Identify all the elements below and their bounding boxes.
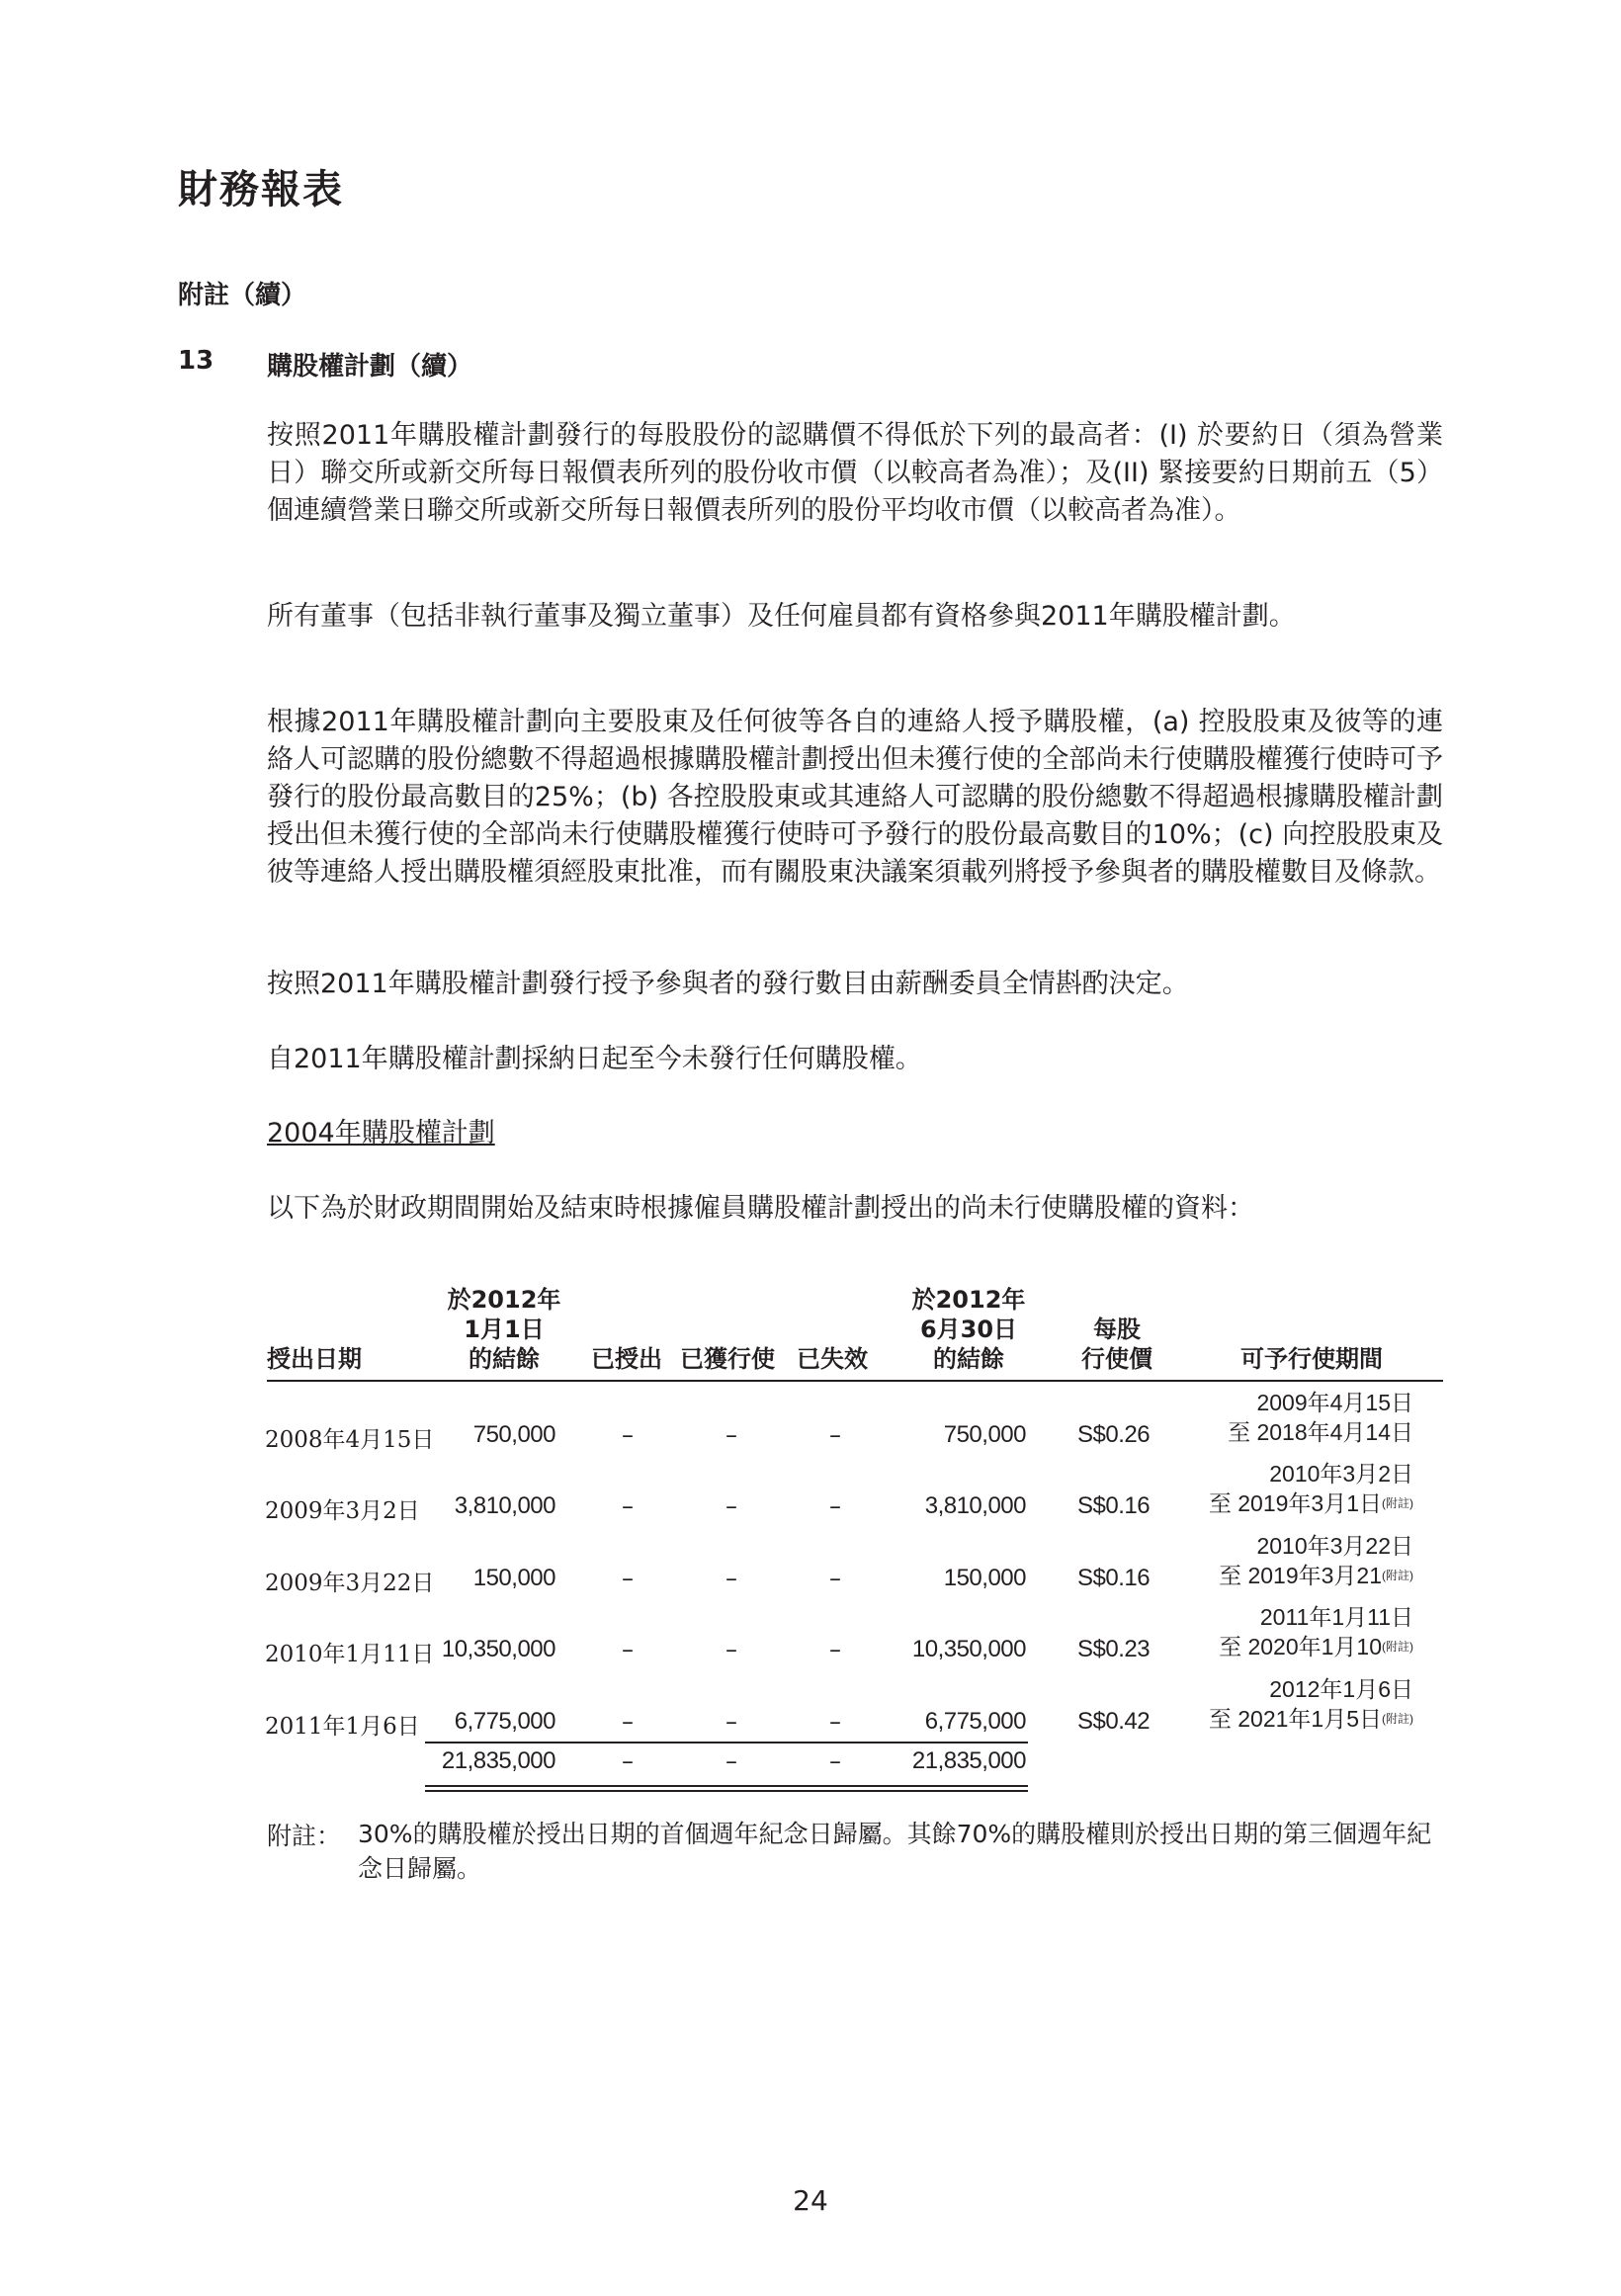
total-row bbox=[0, 1747, 1621, 1787]
total-double-rule-bottom bbox=[425, 1790, 1028, 1792]
total-opening: 21,835,000 bbox=[441, 1747, 555, 1774]
cell-period: 2010年3月22日 至 2019年3月$21^{(附註)}$ bbox=[1219, 1533, 1413, 1588]
notes-continued-heading: 附註（續） bbox=[178, 281, 307, 310]
cell-exercised: – bbox=[725, 1492, 737, 1520]
section-title: 購股權計劃（續） bbox=[267, 352, 473, 382]
cell-exercised: – bbox=[725, 1708, 737, 1736]
cell-lapsed: – bbox=[829, 1565, 841, 1592]
header-closing-balance: 於2012年 6月30日 的結餘 bbox=[911, 1286, 1026, 1373]
paragraph-subscription-price: 按照2011年購股權計劃發行的每股股份的認購價不得低於下列的最高者：(I) 於要約日（須為營業日）聯交所或新交所每日報價表所列的股份收市價（以較高者為准）；及(II) 緊接要約日期前五（5）個連續營業日聯交所或新交所每日報價表所列的股份平均收市價（以較高者為准）。 bbox=[267, 420, 1443, 526]
cell-closing: 3,810,000 bbox=[924, 1492, 1026, 1519]
header-exercise-period: 可予行使期間 bbox=[1240, 1345, 1383, 1373]
table-row bbox=[0, 1670, 1621, 1742]
paragraph-no-grant: 自2011年購股權計劃採納日起至今未發行任何購股權。 bbox=[267, 1044, 922, 1074]
footnote-ref: (附註) bbox=[1382, 1569, 1413, 1582]
cell-granted: – bbox=[622, 1565, 634, 1592]
header-rule bbox=[267, 1380, 1443, 1382]
cell-opening: 3,810,000 bbox=[454, 1492, 555, 1519]
cell-period: 2012年1月6日 至 2021年1月5日$^{(附註)}$ bbox=[1208, 1676, 1413, 1732]
footnote-label: 附註： bbox=[267, 1822, 342, 1850]
table-row bbox=[0, 1527, 1621, 1598]
header-exercised: 已獲行使 bbox=[680, 1345, 775, 1373]
cell-price: S$0.26 bbox=[1077, 1421, 1151, 1448]
cell-exercised: – bbox=[725, 1565, 737, 1592]
total-double-rule-top bbox=[425, 1785, 1028, 1787]
cell-grant-date: 2009年3月2日 bbox=[265, 1498, 420, 1524]
cell-lapsed: – bbox=[829, 1492, 841, 1520]
header-granted: 已授出 bbox=[591, 1345, 662, 1373]
cell-closing: 750,000 bbox=[943, 1421, 1026, 1448]
cell-exercised: – bbox=[725, 1421, 737, 1449]
cell-opening: 6,775,000 bbox=[454, 1708, 555, 1735]
cell-lapsed: – bbox=[829, 1708, 841, 1736]
paragraph-eligibility: 所有董事（包括非執行董事及獨立董事）及任何雇員都有資格參與2011年購股權計劃。 bbox=[267, 601, 1296, 632]
cell-grant-date: 2011年1月6日 bbox=[265, 1714, 420, 1740]
page-number: 24 bbox=[793, 2184, 828, 2217]
total-closing: 21,835,000 bbox=[911, 1747, 1026, 1774]
section-number: 13 bbox=[178, 346, 214, 376]
cell-grant-date: 2008年4月15日 bbox=[265, 1427, 435, 1453]
total-lapsed: – bbox=[829, 1747, 841, 1775]
footnote-text: 30%的購股權於授出日期的首個週年紀念日歸屬。其餘70%的購股權則於授出日期的第三個週年紀念日歸屬。 bbox=[358, 1820, 1432, 1883]
footnote-ref: (附註) bbox=[1382, 1640, 1413, 1654]
paragraph-grant-number: 按照2011年購股權計劃發行授予參與者的發行數目由薪酬委員全情斟酌決定。 bbox=[267, 969, 1189, 999]
cell-granted: – bbox=[622, 1708, 634, 1736]
cell-closing: 10,350,000 bbox=[911, 1636, 1026, 1662]
header-lapsed: 已失效 bbox=[797, 1345, 868, 1373]
paragraph-substantial-shareholders: 根據2011年購股權計劃向主要股東及任何彼等各自的連絡人授予購股權，(a) 控股股東及彼等的連絡人可認購的股份總數不得超過根據購股權計劃授出但未獲行使的全部尚未行使購股權獲行使時可予發行的股份最高數目的25%；(b) 各控股股東或其連絡人可認購的股份總數不得超過根據購股權計劃授出但未獲行使的全部尚未行使購股權獲行使時可予發行的股份最高數目的10%；(c) 向控股股東及彼等連絡人授出購股權須經股東批准，而有關股東決議案須載列將授予參與者的購股權數目及條款。 bbox=[267, 707, 1443, 888]
header-exercise-price: 每股 行使價 bbox=[1081, 1316, 1152, 1373]
total-exercised: – bbox=[725, 1747, 737, 1775]
footnote-ref: (附註) bbox=[1382, 1496, 1413, 1510]
cell-grant-date: 2010年1月11日 bbox=[265, 1642, 435, 1667]
footnote-ref: (附註) bbox=[1382, 1712, 1413, 1726]
cell-period: 2009年4月15日 至 2018年4月14日 bbox=[1228, 1390, 1413, 1445]
header-grant-date: 授出日期 bbox=[267, 1345, 362, 1373]
cell-granted: – bbox=[622, 1636, 634, 1663]
cell-period: 2011年1月11日 至 2020年1月$10^{(附註)}$ bbox=[1219, 1604, 1413, 1659]
subheading-2004-scheme: 2004年購股權計劃 bbox=[267, 1118, 495, 1148]
cell-granted: – bbox=[622, 1421, 634, 1449]
cell-price: S$0.16 bbox=[1077, 1492, 1151, 1519]
paragraph-table-intro: 以下為於財政期間開始及結束時根據僱員購股權計劃授出的尚未行使購股權的資料： bbox=[267, 1193, 1254, 1224]
subtotal-rule bbox=[425, 1742, 1028, 1743]
cell-opening: 10,350,000 bbox=[441, 1636, 555, 1662]
cell-grant-date: 2009年3月22日 bbox=[265, 1571, 435, 1596]
cell-closing: 150,000 bbox=[943, 1565, 1026, 1591]
cell-lapsed: – bbox=[829, 1421, 841, 1449]
table-row bbox=[0, 1598, 1621, 1669]
cell-exercised: – bbox=[725, 1636, 737, 1663]
cell-closing: 6,775,000 bbox=[924, 1708, 1026, 1735]
cell-granted: – bbox=[622, 1492, 634, 1520]
cell-lapsed: – bbox=[829, 1636, 841, 1663]
header-opening-balance: 於2012年 1月1日 的結餘 bbox=[447, 1286, 561, 1373]
cell-price: S$0.23 bbox=[1077, 1636, 1151, 1662]
table-row bbox=[0, 1455, 1621, 1526]
cell-price: S$0.42 bbox=[1077, 1708, 1151, 1735]
total-granted: – bbox=[622, 1747, 634, 1775]
cell-price: S$0.16 bbox=[1077, 1565, 1151, 1591]
cell-opening: 750,000 bbox=[472, 1421, 555, 1448]
page-title: 財務報表 bbox=[178, 167, 344, 213]
cell-opening: 150,000 bbox=[472, 1565, 555, 1591]
table-row bbox=[0, 1384, 1621, 1455]
cell-period: 2010年3月2日 至 2019年3月1日$^{(附註)}$ bbox=[1208, 1461, 1413, 1516]
